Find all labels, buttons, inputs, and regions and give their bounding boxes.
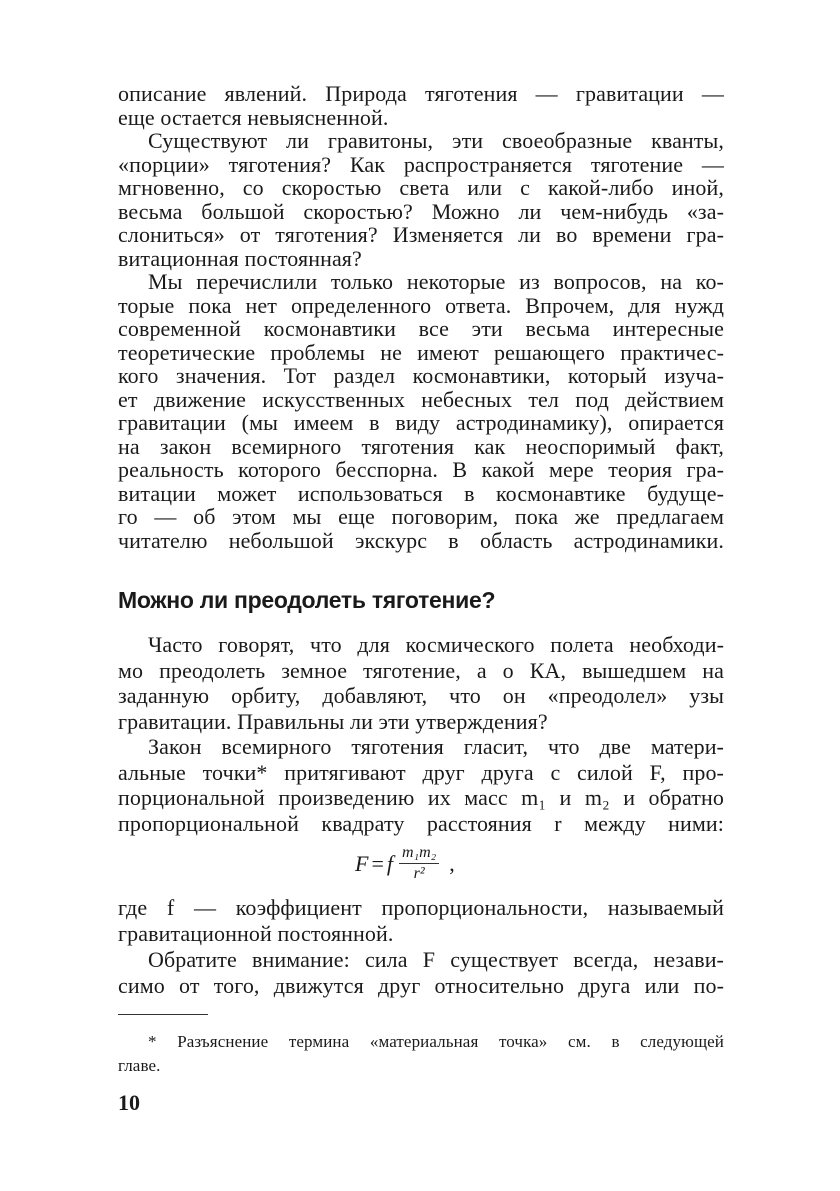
text-line: заданную орбиту, добавляют, что он «преодолел» узы — [118, 683, 724, 708]
text-line: слониться» от тяготения? Изменяется ли во времени гра- — [118, 222, 724, 247]
text-line: реальность которого бесспорна. В какой мере теория гра- — [118, 457, 724, 482]
text-line: ет движение искусственных небесных тел под действием — [118, 386, 724, 412]
text-line: гравитации (мы имеем в виду астродинамику), опирается — [118, 410, 724, 435]
text-line: мгновенно, со скоростью света или с какой-либо иной, — [118, 175, 724, 200]
text-line: пропорциональной квадрату расстояния r между ними: — [118, 810, 724, 836]
page-number: 10 — [118, 1090, 140, 1115]
text-line: Мы перечислили только некоторые из вопросов, на ко- — [148, 269, 724, 294]
text-line: «порции» тяготения? Как распространяется тяготение — — [118, 151, 724, 177]
formula-fraction — [399, 843, 439, 884]
formula-denominator: r² — [413, 865, 425, 882]
text-line: описание явлений. Природа тяготения — гравитации — — [118, 81, 724, 106]
text-line: Закон всемирного тяготения гласит, что две матери- — [148, 734, 724, 759]
footnote-divider — [118, 1014, 208, 1015]
text-line: на закон всемирного тяготения как неоспоримый факт, — [118, 433, 724, 459]
formula-coef: f — [386, 850, 393, 876]
text-line: витации может использоваться в космонавтике будуще- — [118, 480, 724, 506]
text-line: Часто говорят, что для космического полета необходи- — [148, 632, 724, 657]
text-line: читателю небольшой экскурс в область астродинамики. — [118, 527, 724, 553]
section-heading: Можно ли преодолеть тяготение? — [118, 587, 496, 613]
text-line: порциональной произведению их масс m₁ и m₂ и обратно — [118, 785, 724, 810]
text-block-middle — [118, 632, 724, 836]
formula-eq: = — [371, 850, 384, 876]
text-line: го — об этом мы еще поговорим, пока же предлагаем — [118, 504, 724, 529]
text-block-bottom — [118, 895, 724, 999]
text-line: альные точки* притягивают друг друга с силой F, про- — [118, 759, 724, 785]
text-line: торые пока нет определенного ответа. Впрочем, для нужд — [118, 292, 724, 318]
text-line: Обратите внимание: сила F существует всегда, незави- — [148, 947, 724, 972]
footnote — [118, 1030, 724, 1078]
text-line: * Разъяснение термина «материальная точка» см. в следующей — [148, 1032, 724, 1051]
formula-tail: , — [449, 850, 455, 876]
text-line: гравитации. Правильны ли эти утверждения? — [118, 708, 548, 734]
text-line: главе. — [118, 1056, 161, 1075]
text-line: еще остается невыясненной. — [118, 104, 389, 130]
text-line: весьма большой скоростью? Можно ли чем-нибудь «за- — [118, 198, 724, 224]
text-line: мо преодолеть земное тяготение, а о КА, вышедшем на — [118, 657, 724, 683]
text-block-top — [118, 82, 724, 552]
text-line: где f — коэффициент пропорциональности, называемый — [118, 895, 724, 920]
text-line: кого значения. Тот раздел космонавтики, который изуча- — [118, 363, 724, 388]
text-line: гравитационной постоянной. — [118, 921, 394, 946]
text-line: современной космонавтики все эти весьма интересные — [118, 316, 724, 341]
formula-numerator: m₁m₂ — [399, 843, 439, 864]
text-line: Существуют ли гравитоны, эти своеобразные кванты, — [148, 128, 724, 153]
text-line: теоретические проблемы не имеют решающего практичес- — [118, 339, 724, 365]
gravitation-formula — [355, 843, 455, 884]
text-line: витационная постоянная? — [118, 245, 362, 271]
text-line: симо от того, движутся друг относительно друга или по- — [118, 973, 724, 998]
formula-lhs: F — [355, 850, 369, 876]
